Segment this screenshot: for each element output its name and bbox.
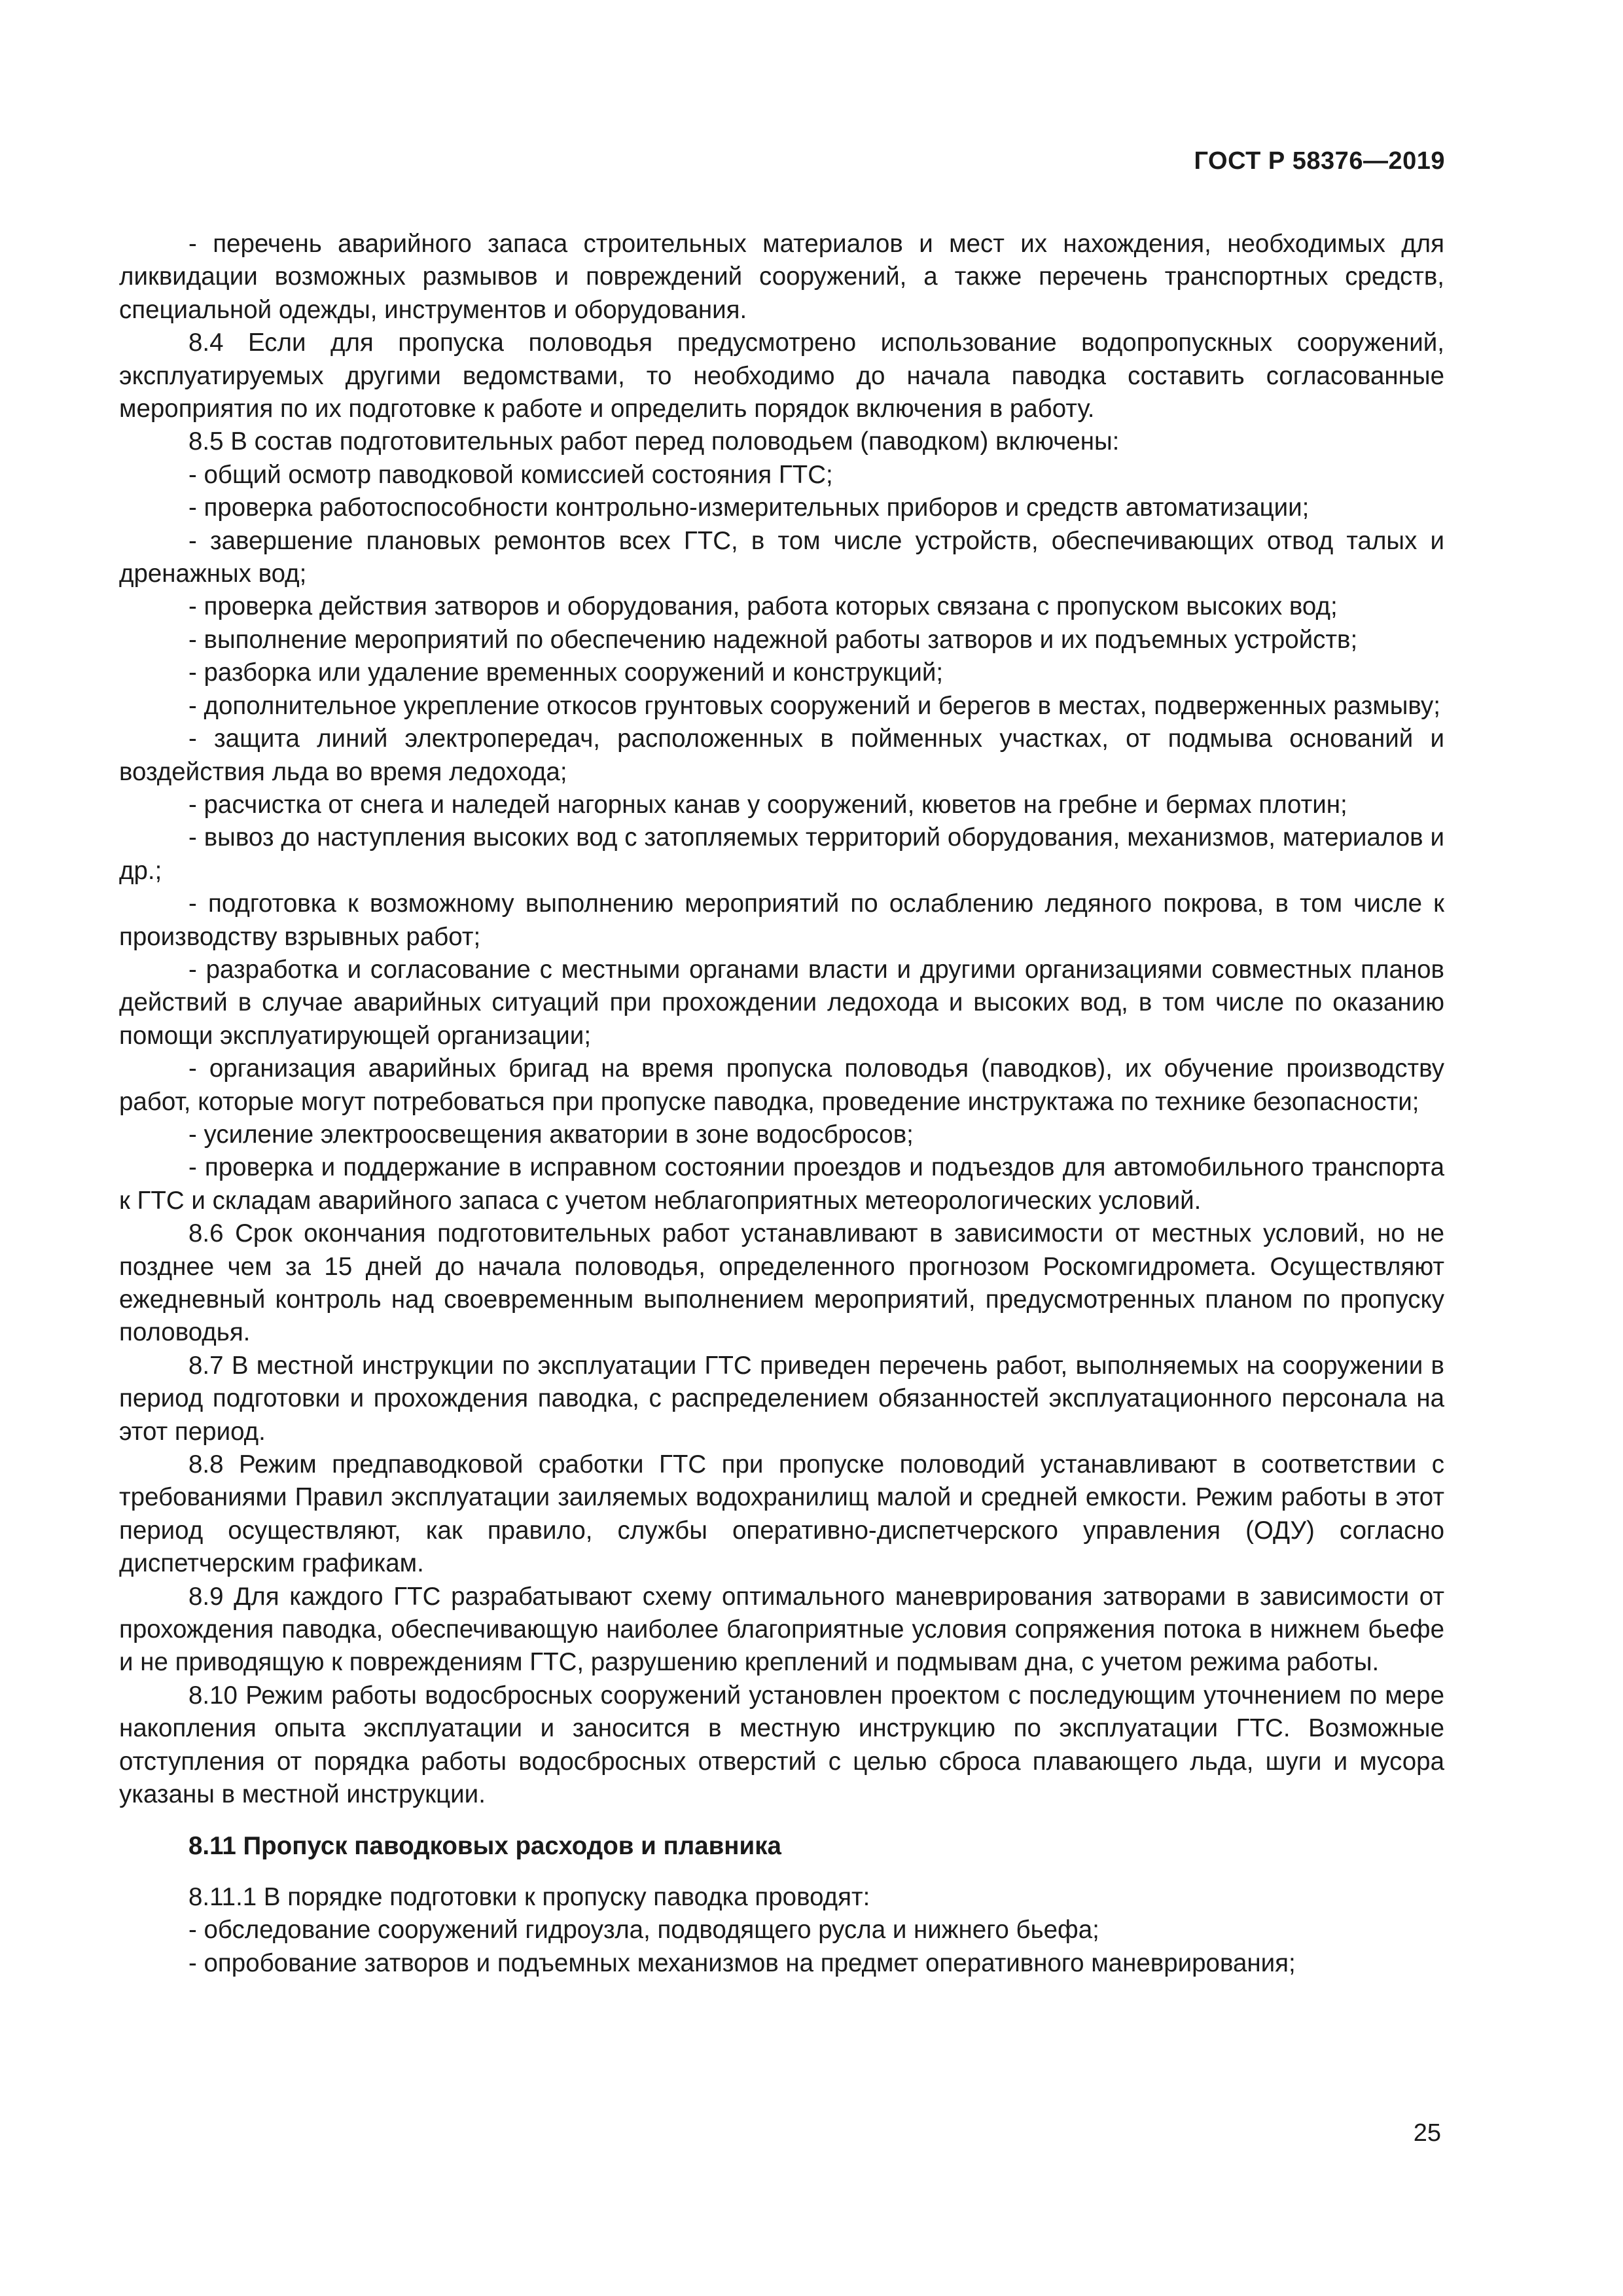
paragraph: - обследование сооружений гидроузла, подводящего русла и нижнего бьефа; [188,1916,1099,1945]
paragraph: - опробование затворов и подъемных механизмов на предмет оперативного маневрирования; [188,1948,1296,1977]
paragraph: - дополнительное укрепление откосов грунтовых сооружений и берегов в местах, подверженных размыву; [188,691,1440,720]
main-paragraphs [119,228,1444,1812]
paragraph: 8.4 Если для пропуска половодья предусмотрено использование водопропускных сооружений, эксплуатируемых другими ведомствами, то необходимо до начала паводка составить согласованные мероприятия по их подготовке к работе и определить порядок включения в работу. [119,329,1444,423]
paragraph: - проверка и поддержание в исправном состоянии проездов и подъездов для автомобильного транспорта к ГТС и складам аварийного запаса с учетом неблагоприятных метеорологических условий. [119,1153,1444,1215]
paragraph: - усиление электроосвещения акватории в зоне водосбросов; [188,1120,914,1149]
paragraph: 8.11.1 В порядке подготовки к пропуску паводка проводят: [188,1882,870,1911]
paragraph: - проверка действия затворов и оборудования, работа которых связана с пропуском высоких вод; [188,592,1338,621]
paragraph: 8.9 Для каждого ГТС разрабатывают схему оптимального маневрирования затворами в зависимости от прохождения паводка, обеспечивающую наиболее благоприятные условия сопряжения потока в нижнем бьефе и не приводящую к повреждениям ГТС, разрушению креплений и подмывам дна, с учетом режима работы. [119,1582,1444,1677]
paragraph: 8.10 Режим работы водосбросных сооружений установлен проектом с последующим уточнением по мере накопления опыта эксплуатации и заносится в местную инструкцию по эксплуатации ГТС. Возможные отступления от порядка работы водосбросных отверстий с целью сброса плавающего льда, шуги и мусора указаны в местной инструкции. [119,1681,1444,1809]
paragraph: - организация аварийных бригад на время пропуска половодья (паводков), их обучение производству работ, которые могут потребоваться при пропуске паводка, проведение инструктажа по технике безопасности; [119,1054,1444,1116]
document-body [119,228,1444,1980]
paragraph: 8.6 Срок окончания подготовительных работ устанавливают в зависимости от местных условий, но не позднее чем за 15 дней до начала половодья, определенного прогнозом Роскомгидромета. Осуществляют ежедневный контроль над своевременным выполнением мероприятий, предусмотренных планом по пропуску половодья. [119,1219,1444,1347]
paragraph: 8.8 Режим предпаводковой сработки ГТС при пропуске половодий устанавливают в соответствии с требованиями Правил эксплуатации заиляемых водохранилищ малой и средней емкости. Режим работы в этот период осуществляют, как правило, службы оперативно-диспетчерского управления (ОДУ) согласно диспетчерским графикам. [119,1450,1444,1578]
paragraph: - расчистка от снега и наледей нагорных канав у сооружений, кюветов на гребне и бермах плотин; [188,790,1347,819]
paragraph: 8.5 В состав подготовительных работ перед половодьем (паводком) включены: [188,427,1120,456]
paragraph: - защита линий электропередач, расположенных в пойменных участках, от подмыва оснований и воздействия льда во время ледохода; [119,725,1444,786]
document-code: ГОСТ Р 58376—2019 [1194,147,1445,175]
paragraph: - перечень аварийного запаса строительных материалов и мест их нахождения, необходимых для ликвидации возможных размывов и повреждений сооружений, а также перечень транспортных средств, специальной одежды, инструментов и оборудования. [119,230,1444,324]
paragraph: - завершение плановых ремонтов всех ГТС, в том числе устройств, обеспечивающих отвод талых и дренажных вод; [119,526,1444,588]
paragraph: - разборка или удаление временных сооружений и конструкций; [188,658,944,687]
paragraph: - проверка работоспособности контрольно-измерительных приборов и средств автоматизации; [188,493,1310,522]
paragraph: 8.7 В местной инструкции по эксплуатации ГТС приведен перечень работ, выполняемых на сооружении в период подготовки и прохождения паводка, с распределением обязанностей эксплуатационного персонала на этот период. [119,1351,1444,1446]
paragraph: - вывоз до наступления высоких вод с затопляемых территорий оборудования, механизмов, материалов и др.; [119,823,1444,885]
paragraph: - подготовка к возможному выполнению мероприятий по ослаблению ледяного покрова, в том числе к производству взрывных работ; [119,889,1444,951]
section-paragraphs [119,1881,1444,1980]
page-number: 25 [1413,2119,1441,2147]
section-heading: 8.11 Пропуск паводковых расходов и плавника [188,1831,781,1860]
paragraph: - общий осмотр паводковой комиссией состояния ГТС; [188,460,833,489]
paragraph: - выполнение мероприятий по обеспечению надежной работы затворов и их подъемных устройств; [188,625,1358,654]
paragraph: - разработка и согласование с местными органами власти и другими организациями совместных планов действий в случае аварийных ситуаций при прохождении ледохода и высоких вод, в том числе по оказанию помощи эксплуатирующей организации; [119,955,1444,1050]
